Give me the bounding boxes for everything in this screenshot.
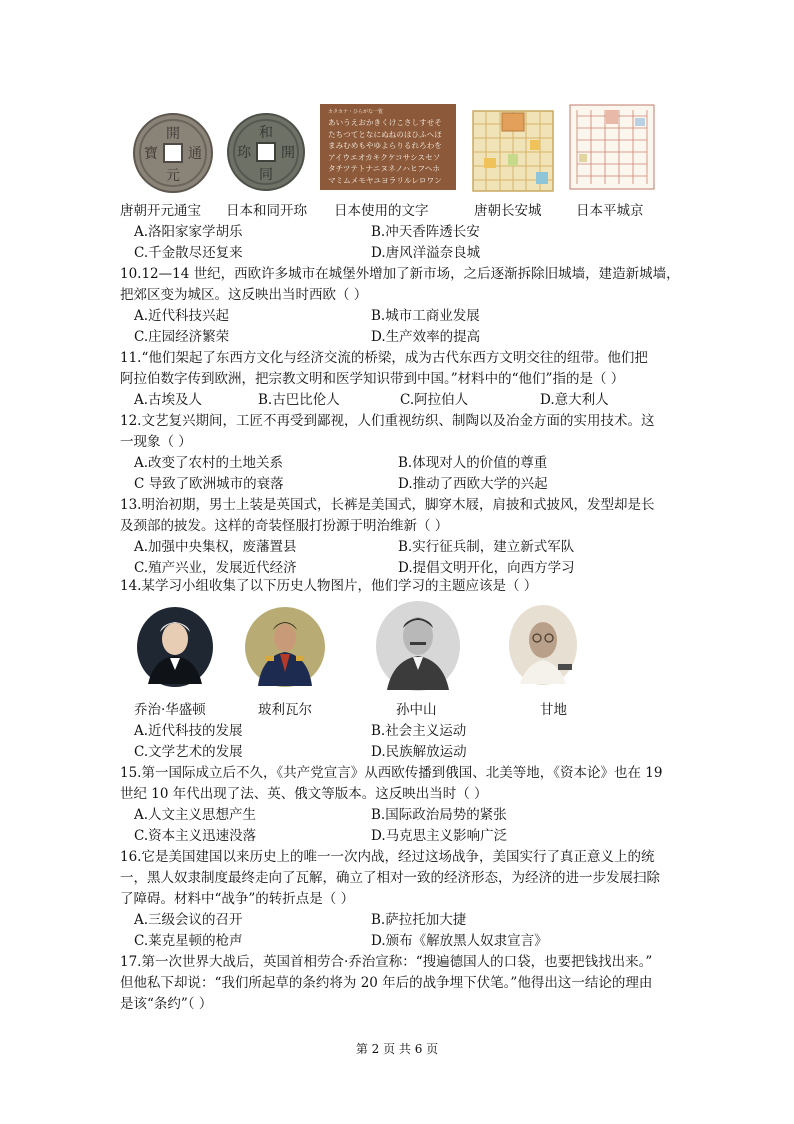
kana-header: カタカナ・ひらがな一覧: [328, 109, 384, 115]
kana-line: たちつてとなにぬねのはひふへほ: [328, 129, 442, 139]
q9-option-b: B.冲天香阵透长安: [371, 224, 480, 240]
q10-option-c: C.庄园经济繁荣: [134, 329, 230, 345]
q12-option-c: C 导致了欧洲城市的衰落: [134, 476, 284, 492]
tang-changan-map-image: [472, 110, 554, 192]
coin1-char-top: 開: [166, 126, 180, 142]
q10-stem-line: 把郊区变为城区。这反映出当时西欧（ ）: [120, 287, 368, 303]
q12-option-a: A.改变了农村的土地关系: [134, 455, 284, 471]
q9-option-c: C.千金散尽还复来: [134, 245, 243, 261]
q15-option-d: D.马克思主义影响广泛: [371, 828, 508, 844]
q14-stem-line: 14.某学习小组收集了以下历史人物图片，他们学习的主题应该是（ ）: [120, 578, 538, 594]
kana-line: タチツテトナニヌネノハヒフヘホ: [328, 164, 441, 173]
q15-stem-line: 世纪 10 年代出现了法、英、俄文等版本。这反映出当时（ ）: [120, 786, 488, 802]
coin1-char-right: 通: [188, 146, 202, 162]
japanese-kana-chart-image: [320, 104, 456, 190]
q12-option-d: D.推动了西欧大学的兴起: [398, 476, 548, 492]
q10-option-a: A.近代科技兴起: [134, 308, 230, 324]
portrait-bolivar-image: [244, 606, 326, 688]
q11-option-c: C.阿拉伯人: [400, 392, 469, 408]
q9-option-a: A.洛阳家家学胡乐: [134, 224, 243, 240]
q15-option-a: A.人文主义思想产生: [134, 807, 257, 823]
portrait-washington-image: [136, 606, 214, 688]
caption-bolivar: 玻利瓦尔: [258, 702, 312, 718]
coin2-char-left: 珎: [237, 145, 251, 161]
q11-stem-line: 阿拉伯数字传到欧洲，把宗教文明和医学知识带到中国。”材料中的“他们”指的是（ ）: [120, 371, 625, 387]
q16-option-a: A.三级会议的召开: [134, 912, 243, 928]
q11-stem-line: 11.“他们架起了东西方文化与经济交流的桥梁，成为古代东西方文明交往的纽带。他们把: [120, 350, 648, 366]
q9-option-d: D.唐风洋溢奈良城: [371, 245, 481, 261]
q11-option-b: B.古巴比伦人: [258, 392, 340, 408]
q11-option-a: A.古埃及人: [134, 392, 203, 408]
kana-line: まみむめもやゆよらりるれろわを: [328, 141, 442, 150]
kana-line: あいうえおかきくけこさしすせそ: [328, 118, 442, 127]
coin-wado-kaichin-image: [226, 112, 306, 192]
caption-changan: 唐朝长安城: [474, 203, 542, 219]
q13-stem-line: 及颈部的披发。这样的奇装怪服打扮源于明治维新（ ）: [120, 518, 449, 534]
coin1-char-bottom: 元: [166, 168, 180, 184]
coin2-char-right: 開: [281, 145, 295, 161]
q10-option-d: D.生产效率的提高: [371, 329, 481, 345]
page-footer: 第 2 页 共 6 页: [355, 1042, 439, 1056]
q13-stem-line: 13.明治初期，男士上装是英国式，长裤是美国式，脚穿木屐，肩披和式披风，发型却是长: [120, 497, 655, 513]
q14-option-d: D.民族解放运动: [371, 744, 467, 760]
kana-line: アイウエオカキクケコサシスセソ: [328, 152, 441, 162]
q13-option-b: B.实行征兵制，建立新式军队: [398, 539, 575, 555]
q14-option-b: B.社会主义运动: [371, 723, 467, 739]
portrait-sun-yatsen-image: [375, 600, 461, 692]
q16-stem-line: 了障碍。材料中“战争”的转折点是（ ）: [120, 891, 355, 907]
q16-option-c: C.莱克星顿的枪声: [134, 933, 243, 949]
coin2-char-bottom: 同: [259, 167, 273, 183]
q16-stem-line: 16.它是美国建国以来历史上的唯一一次内战，经过这场战争，美国实行了真正意义上的统: [120, 849, 655, 865]
kana-line: マミムメモヤユヨラリルレロワン: [328, 175, 442, 185]
caption-sun-yatsen: 孙中山: [396, 702, 437, 718]
q14-option-c: C.文学艺术的发展: [134, 744, 243, 760]
caption-heijo: 日本平城京: [576, 203, 644, 219]
q16-option-d: D.颁布《解放黑人奴隶宣言》: [371, 933, 548, 949]
caption-washington: 乔治·华盛顿: [134, 702, 206, 718]
q16-stem-line: 一，黑人奴隶制度最终走向了瓦解，确立了相对一致的经济形态，为经济的进一步发展扫除: [120, 870, 660, 886]
caption-gandhi: 甘地: [540, 702, 567, 718]
q17-stem-line: 但他私下却说：“我们所起草的条约将为 20 年后的战争埋下伏笔。”他得出这一结论的理由: [120, 975, 653, 991]
q12-stem-line: 12.文艺复兴期间，工匠不再受到鄙视，人们重视纺织、制陶以及冶金方面的实用技术。这: [120, 413, 655, 429]
coin2-char-top: 和: [259, 125, 273, 141]
caption-kana: 日本使用的文字: [334, 203, 429, 219]
q16-option-b: B.萨拉托加大捷: [371, 912, 467, 928]
q10-option-b: B.城市工商业发展: [371, 308, 480, 324]
caption-kaiyuan: 唐朝开元通宝: [120, 203, 201, 219]
q11-option-d: D.意大利人: [540, 392, 609, 408]
q13-option-d: D.提倡文明开化，向西方学习: [398, 560, 575, 576]
q12-stem-line: 一现象（ ）: [120, 434, 192, 450]
q10-stem-line: 10.12—14 世纪，西欧许多城市在城堡外增加了新市场，之后逐渐拆除旧城墙，建造新城墙，: [120, 266, 680, 282]
q17-stem-line: 17.第一次世界大战后，英国首相劳合·乔治宣称：“搜遍德国人的口袋，也要把钱找出来。”: [120, 954, 653, 970]
caption-wado: 日本和同开珎: [226, 203, 307, 219]
q17-stem-line: 是该“条约”（ ）: [120, 996, 213, 1012]
q15-option-c: C.资本主义迅速没落: [134, 828, 257, 844]
heijo-kyo-map-image: [569, 104, 655, 190]
q13-option-c: C.殖产兴业，发展近代经济: [134, 560, 297, 576]
coin1-char-left: 寶: [144, 146, 158, 162]
q13-option-a: A.加强中央集权，废藩置县: [134, 539, 297, 555]
q15-option-b: B.国际政治局势的紧张: [371, 807, 507, 823]
q12-option-b: B.体现对人的价值的尊重: [398, 455, 548, 471]
q14-option-a: A.近代科技的发展: [134, 723, 243, 739]
portrait-gandhi-image: [508, 604, 578, 686]
q15-stem-line: 15.第一国际成立后不久，《共产党宣言》从西欧传播到俄国、北美等地，《资本论》也在 19: [120, 765, 663, 781]
coin-kaiyuan-tongbao-image: [132, 112, 214, 194]
